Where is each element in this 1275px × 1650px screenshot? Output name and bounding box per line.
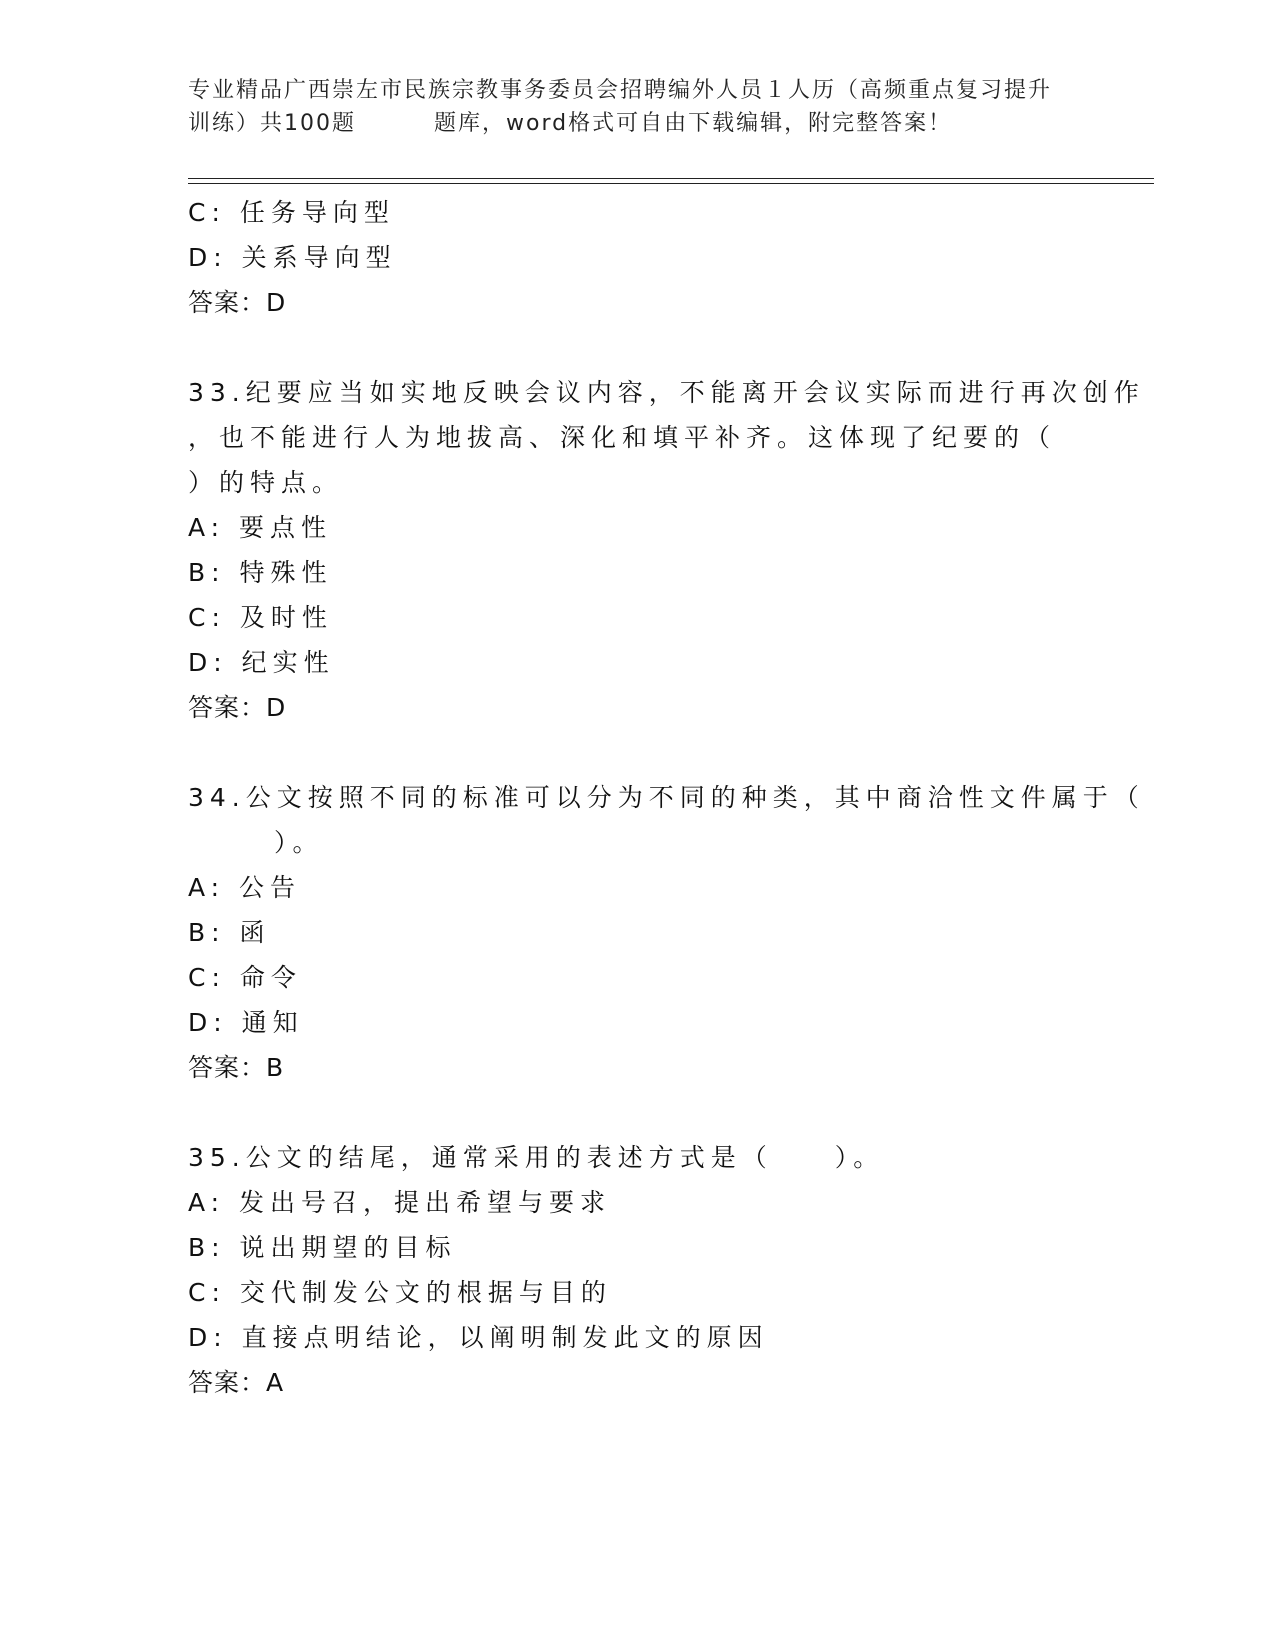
answer: 答案：D [188, 693, 287, 722]
header-line-1: 专业精品广西崇左市民族宗教事务委员会招聘编外人员１人历（高频重点复习提升 [188, 78, 1053, 103]
option-d: D: 通知 [188, 1008, 304, 1037]
option-c: C: 任务导向型 [188, 198, 395, 227]
header-rule-bottom [188, 183, 1154, 184]
option-b: B: 函 [188, 918, 271, 947]
question-text-line: ）的特点。 [188, 468, 344, 497]
option-a: A: 要点性 [188, 513, 333, 542]
question-34 [188, 775, 1145, 1090]
option-c: C: 及时性 [188, 603, 333, 632]
option-a: A: 发出号召，提出希望与要求 [188, 1188, 612, 1217]
header-line-2 [188, 107, 1088, 140]
question-text-line: 34.公文按照不同的标准可以分为不同的种类，其中商洽性文件属于（ [188, 783, 1145, 812]
question-32-tail [188, 190, 1088, 325]
question-text-line: ）。 [274, 828, 324, 857]
option-c: C: 命令 [188, 963, 302, 992]
question-33 [188, 370, 1145, 730]
question-text-line: ，也不能进行人为地拔高、深化和填平补齐。这体现了纪要的（ [188, 423, 1057, 452]
question-text-line: 33.纪要应当如实地反映会议内容，不能离开会议实际而进行再次创作 [188, 378, 1145, 407]
question-list [188, 190, 1145, 1405]
option-d: D: 纪实性 [188, 648, 335, 677]
option-b: B: 说出期望的目标 [188, 1233, 457, 1262]
option-a: A: 公告 [188, 873, 302, 902]
option-d: D: 直接点明结论，以阐明制发此文的原因 [188, 1323, 769, 1352]
option-c: C: 交代制发公文的根据与目的 [188, 1278, 612, 1307]
question-35 [188, 1135, 1088, 1405]
option-b: B: 特殊性 [188, 558, 333, 587]
header-line-2-end: 题库，word格式可自由下载编辑，附完整答案！ [434, 111, 953, 136]
answer: 答案：A [188, 1368, 285, 1397]
header-line-2-start: 训练）共100题 [188, 111, 356, 136]
answer: 答案：D [188, 288, 287, 317]
document-header [188, 74, 1088, 140]
answer: 答案：B [188, 1053, 285, 1082]
option-d: D: 关系导向型 [188, 243, 397, 272]
question-text-line: 35.公文的结尾，通常采用的表述方式是（ ）。 [188, 1143, 885, 1172]
header-rule-top [188, 178, 1154, 179]
